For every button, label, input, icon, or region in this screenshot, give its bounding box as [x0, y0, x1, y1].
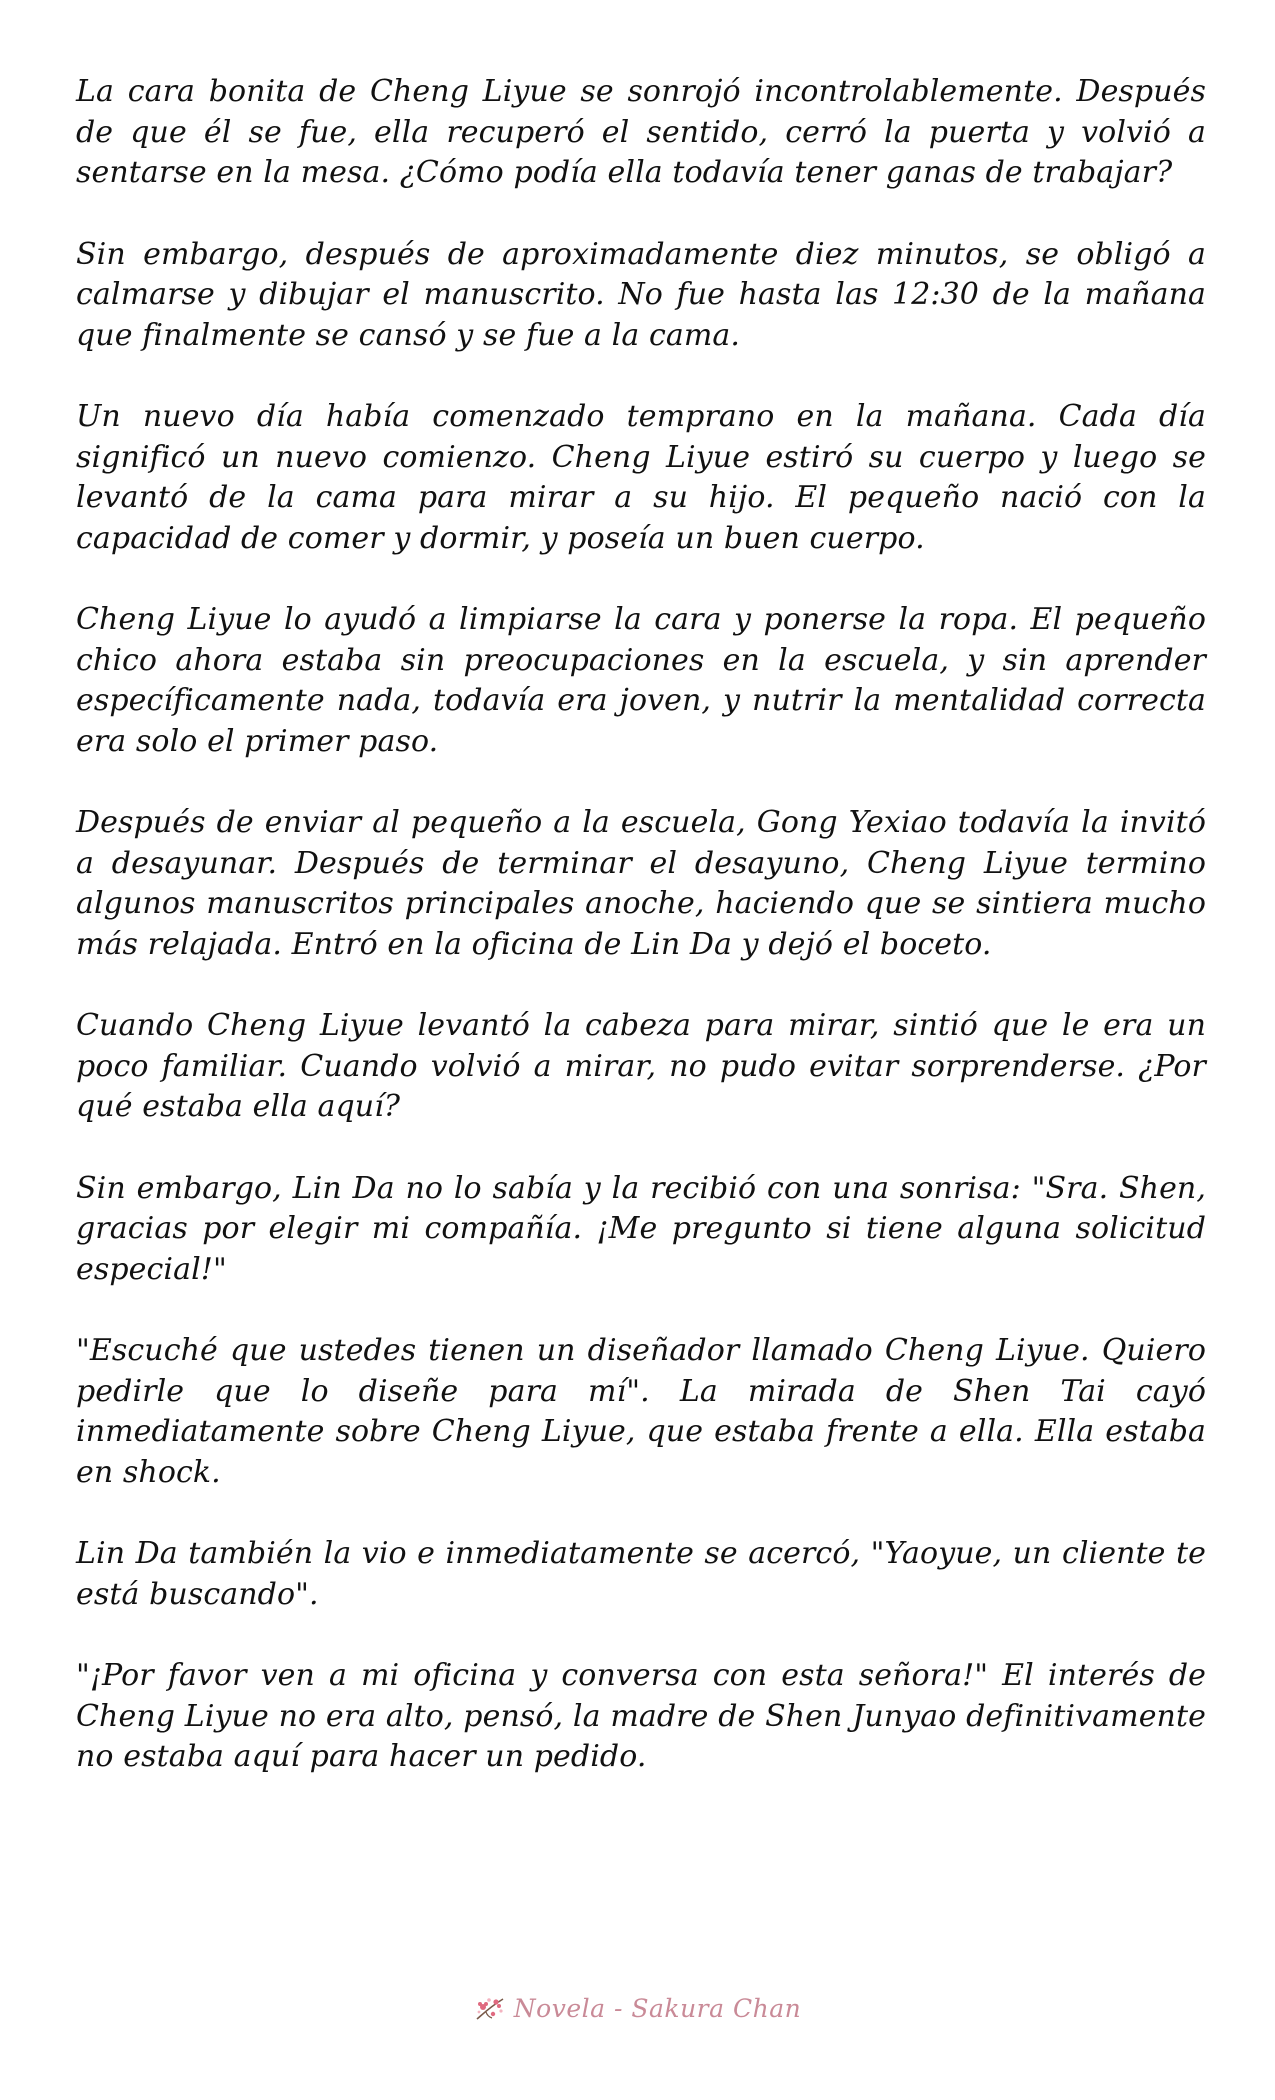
paragraph-4: Cheng Liyue lo ayudó a limpiarse la cara y ponerse la ropa. El pequeño chico ahora estaba sin preocupaciones en la escuela, y sin aprender específicamente nada, todavía era joven, y nutrir la mentalidad correcta era solo el primer paso.	[76, 602, 1206, 759]
cherry-blossom-icon	[474, 1995, 506, 2023]
paragraph-6: Cuando Cheng Liyue levantó la cabeza para mirar, sintió que le era un poco familiar. Cuando volvió a mirar, no pudo evitar sorprenderse. ¿Por qué estaba ella aquí?	[76, 1008, 1206, 1124]
paragraph-8: "Escuché que ustedes tienen un diseñador llamado Cheng Liyue. Quiero pedirle que lo diseñe para mí". La mirada de Shen Tai cayó inmediatamente sobre Cheng Liyue, que estaba frente a ella. Ella estaba en shock.	[76, 1333, 1206, 1490]
paragraph-2: Sin embargo, después de aproximadamente diez minutos, se obligó a calmarse y dibujar el manuscrito. No fue hasta las 12:30 de la mañana que finalmente se cansó y se fue a la cama.	[76, 236, 1206, 353]
paragraph-3: Un nuevo día había comenzado temprano en la mañana. Cada día significó un nuevo comienzo. Cheng Liyue estiró su cuerpo y luego se levantó de la cama para mirar a su hijo. El pequeño nació con la capacidad de comer y dormir, y poseía un buen cuerpo.	[76, 399, 1206, 556]
footer-watermark	[0, 1994, 1275, 2023]
paragraph-7: Sin embargo, Lin Da no lo sabía y la recibió con una sonrisa: "Sra. Shen, gracias por elegir mi compañía. ¡Me pregunto si tiene alguna solicitud especial!"	[76, 1170, 1206, 1287]
paragraph-9: Lin Da también la vio e inmediatamente se acercó, "Yaoyue, un cliente te está buscando".	[76, 1536, 1206, 1612]
paragraph-5: Después de enviar al pequeño a la escuela, Gong Yexiao todavía la invitó a desayunar. Después de terminar el desayuno, Cheng Liyue termino algunos manuscritos principales anoche, haciendo que se sintiera mucho más relajada. Entró en la oficina de Lin Da y dejó el boceto.	[76, 805, 1206, 962]
footer-text: Novela - Sakura Chan	[513, 1994, 802, 2023]
paragraph-1: La cara bonita de Cheng Liyue se sonrojó incontrolablemente. Después de que él se fue, ella recuperó el sentido, cerró la puerta y volvió a sentarse en la mesa. ¿Cómo podía ella todavía tener ganas de trabajar?	[76, 74, 1206, 190]
document-body	[76, 72, 1206, 1819]
paragraph-10: "¡Por favor ven a mi oficina y conversa con esta señora!" El interés de Cheng Liyue no era alto, pensó, la madre de Shen Junyao definitivamente no estaba aquí para hacer un pedido.	[76, 1658, 1206, 1774]
